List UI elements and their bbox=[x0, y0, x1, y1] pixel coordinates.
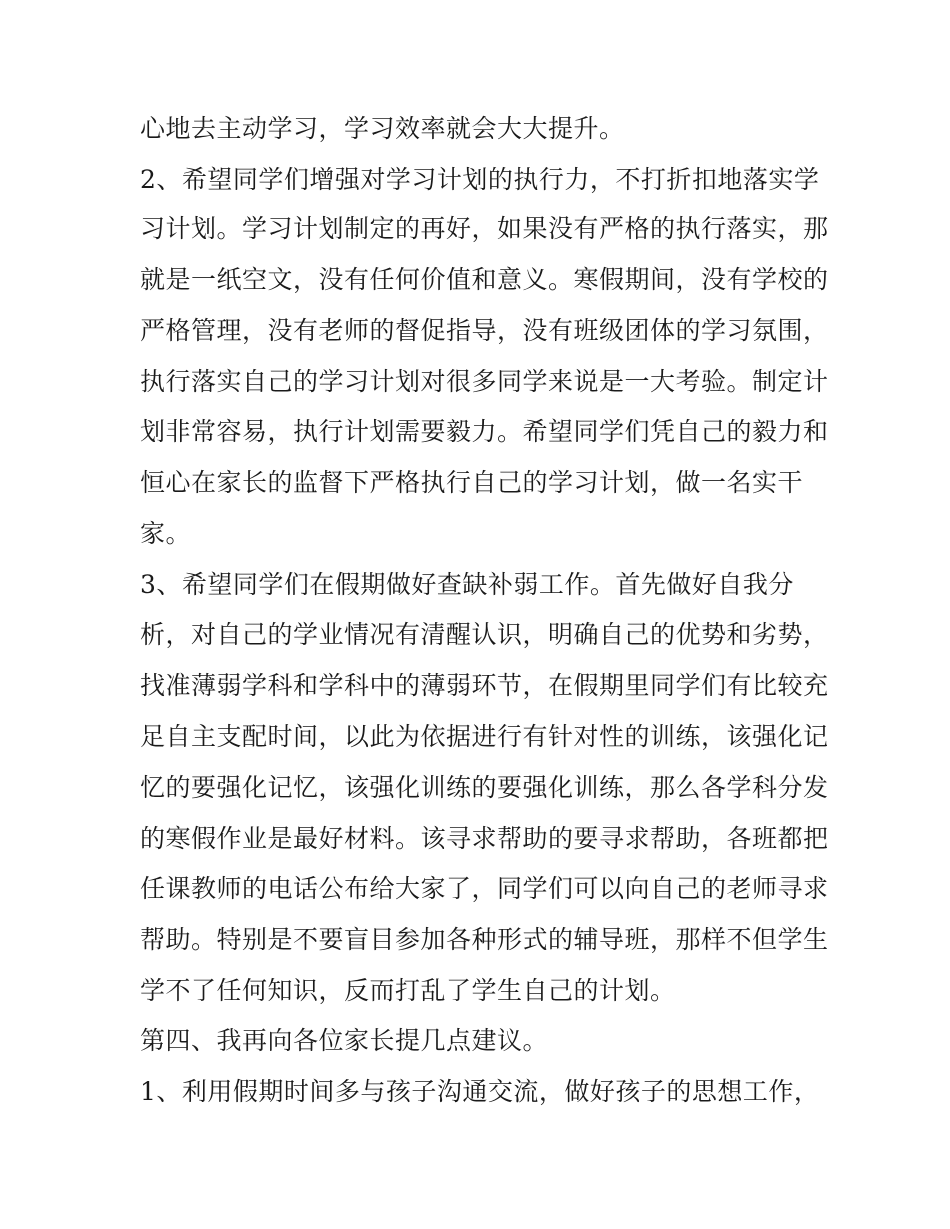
text-line: 任课教师的电话公布给大家了，同学们可以向自己的老师寻求 bbox=[140, 874, 829, 903]
text-line: 划非常容易，执行计划需要毅力。希望同学们凭自己的毅力和 bbox=[140, 417, 829, 446]
text-line: 忆的要强化记忆，该强化训练的要强化训练，那么各学科分发 bbox=[140, 773, 829, 802]
text-line: 学不了任何知识，反而打乱了学生自己的计划。 bbox=[140, 976, 676, 1005]
text-line: 恒心在家长的监督下严格执行自己的学习计划，做一名实干 bbox=[140, 468, 804, 497]
text-line: 帮助。特别是不要盲目参加各种形式的辅导班，那样不但学生 bbox=[140, 925, 829, 954]
text-line: 严格管理，没有老师的督促指导，没有班级团体的学习氛围， bbox=[140, 316, 829, 345]
text-line: 家。 bbox=[140, 519, 192, 548]
text-line: 找准薄弱学科和学科中的薄弱环节，在假期里同学们有比较充 bbox=[140, 671, 829, 700]
text-line: 3、希望同学们在假期做好查缺补弱工作。首先做好自我分 bbox=[140, 570, 794, 599]
text-line: 习计划。学习计划制定的再好，如果没有严格的执行落实，那 bbox=[140, 214, 829, 243]
text-line: 第四、我再向各位家长提几点建议。 bbox=[140, 1026, 549, 1055]
text-line: 就是一纸空文，没有任何价值和意义。寒假期间，没有学校的 bbox=[140, 265, 829, 294]
text-line: 1、利用假期时间多与孩子沟通交流，做好孩子的思想工作， bbox=[140, 1077, 820, 1106]
text-line: 心地去主动学习，学习效率就会大大提升。 bbox=[140, 114, 625, 143]
text-line: 执行落实自己的学习计划对很多同学来说是一大考验。制定计 bbox=[140, 367, 829, 396]
text-line: 析，对自己的学业情况有清醒认识，明确自己的优势和劣势， bbox=[140, 620, 829, 649]
text-line: 足自主支配时间，以此为依据进行有针对性的训练，该强化记 bbox=[140, 722, 829, 751]
text-line: 的寒假作业是最好材料。该寻求帮助的要寻求帮助，各班都把 bbox=[140, 824, 829, 853]
text-line: 2、希望同学们增强对学习计划的执行力，不打折扣地落实学 bbox=[140, 165, 820, 194]
